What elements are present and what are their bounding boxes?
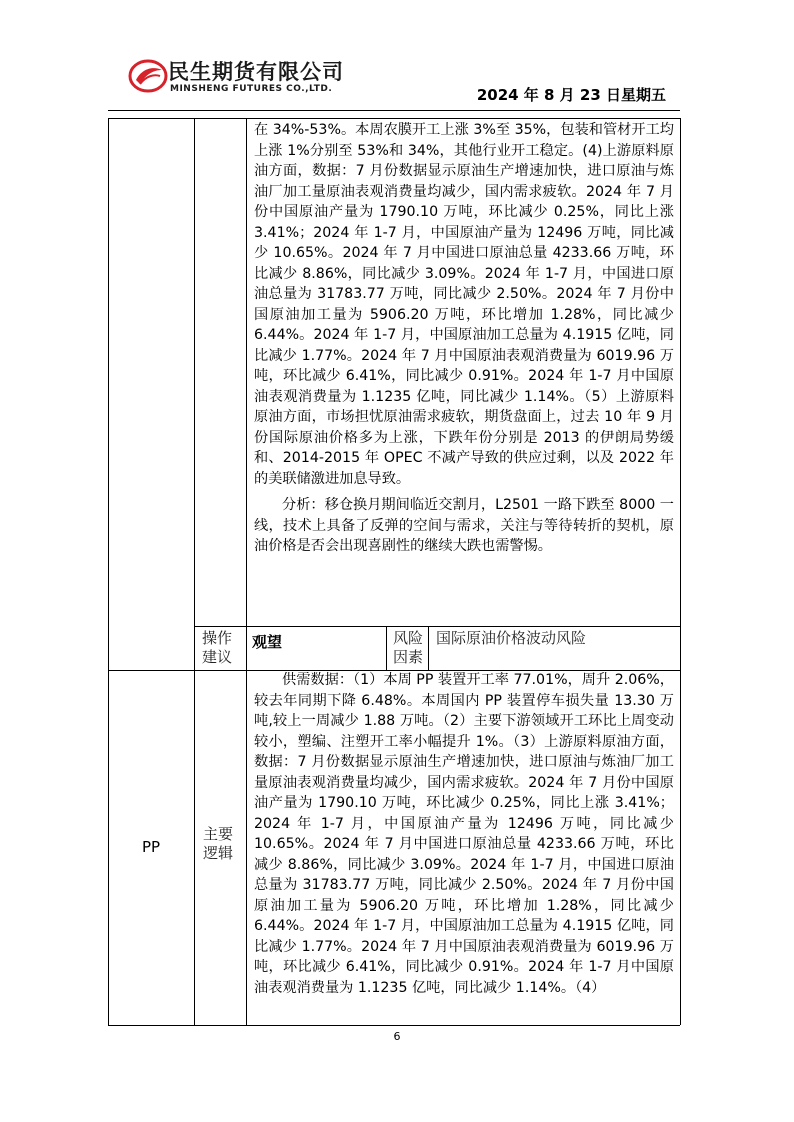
op-suggestion-label: 操作建议	[202, 631, 233, 666]
main-logic-label: 主要逻辑	[203, 827, 234, 862]
page-number: 6	[393, 1030, 401, 1043]
table-left-border	[108, 118, 109, 1025]
section1-analysis-text: 分析：移仓换月期间临近交割月，L2501 一路下跌至 8000 一线，技术上具备了反弹的空间与需求，关注与等待转折的契机，原油价格是否会出现喜剧性的继续大跌也需警惕。	[254, 497, 674, 554]
company-name-en: MINSHENG FUTURES CO.,LTD.	[170, 84, 333, 94]
section2-logic-text: 供需数据：（1）本周 PP 装置开工率 77.01%，周升 2.06%，较去年同期下降 6.48%。本周国内 PP 装置停车损失量 13.30 万吨,较上一周减少 1.88 万吨。（2）主要下游领域开工环比上周变动较小，塑编、注塑开工率小幅提升 1%。（3）上游原料原油方面，数据：7 月份数据显示原油生产增速加快，进口原油与炼油厂加工量原油表观消费量均减少，国内需求疲软。2024 年 7 月份中国原油产量为 1790.10 万吨，环比减少 0.25%，同比上涨 3.41%；2024 年 1-7 月，中国原油产量为 12496 万吨，同比减少 10.65%。2024 年 7 月中国进口原油总量 4233.66 万吨，环比减少 8.86%，同比减少 3.09%。2024 年 1-7 月，中国进口原油总量为 31783.77 万吨，同比减少 2.50%。2024 年 7 月份中国原油加工量为 5906.20 万吨，环比增加 1.28%，同比减少 6.44%。2024 年 1-7 月，中国原油加工总量为 4.1915 亿吨，同比减少 1.77%。2024 年 7 月中国原油表观消费量为 6019.96 万吨，环比减少 6.41%，同比减少 0.91%。2024 年 1-7 月中国原油表观消费量为 1.1235 亿吨，同比减少 1.14%。（4）	[254, 672, 674, 996]
minsheng-logo-icon	[128, 58, 168, 94]
row-divider-op	[194, 626, 680, 627]
section1-logic-cell	[254, 120, 674, 557]
company-logo	[128, 56, 368, 100]
product-pp-label: PP	[141, 838, 161, 856]
risk-factor-label: 风险因素	[393, 631, 424, 666]
col-divider-2	[246, 118, 247, 1025]
company-name-cn: 民生期货有限公司	[168, 60, 344, 84]
section2-logic-cell	[254, 670, 674, 998]
section1-logic-text: 在 34%-53%。本周农膜开工上涨 3%至 35%，包装和管材开工均上涨 1%分别至 53%和 34%，其他行业开工稳定。(4)上游原料原油方面，数据：7 月份数据显示原油生产增速加快，进口原油与炼油厂加工量原油表观消费量均减少，国内需求疲软。2024 年 7 月份中国原油产量为 1790.10 万吨，环比减少 0.25%，同比上涨 3.41%；2024 年 1-7 月，中国原油产量为 12496 万吨，同比减少 10.65%。2024 年 7 月中国进口原油总量 4233.66 万吨，环比减少 8.86%，同比减少 3.09%。2024 年 1-7 月，中国进口原油总量为 31783.77 万吨，同比减少 2.50%。2024 年 7 月份中国原油加工量为 5906.20 万吨，环比增加 1.28%，同比减少 6.44%。2024 年 1-7 月，中国原油加工总量为 4.1915 亿吨，同比减少 1.77%。2024 年 7 月中国原油表观消费量为 6019.96 万吨，环比减少 6.41%，同比减少 0.91%。2024 年 1-7 月中国原油表观消费量为 1.1235 亿吨，同比减少 1.14%。（5）上游原料原油方面，市场担忧原油需求疲软，期货盘面上，过去 10 年 9 月份国际原油价格多为上涨，下跌年份分别是 2013 的伊朗局势缓和、2014-2015 年 OPEC 不减产导致的供应过剩，以及 2022 年的美联储激进加息导致。	[254, 122, 674, 487]
table-bottom-border	[108, 1025, 680, 1026]
report-date: 2024 年 8 月 23 日星期五	[476, 86, 666, 104]
col-divider-1	[194, 118, 195, 1025]
table-right-border	[680, 118, 681, 1025]
col-divider-risk	[428, 626, 429, 670]
op-suggestion-value: 观望	[252, 633, 283, 651]
col-divider-op	[386, 626, 387, 670]
risk-factor-value: 国际原油价格波动风险	[436, 631, 587, 647]
header-divider	[108, 110, 680, 111]
